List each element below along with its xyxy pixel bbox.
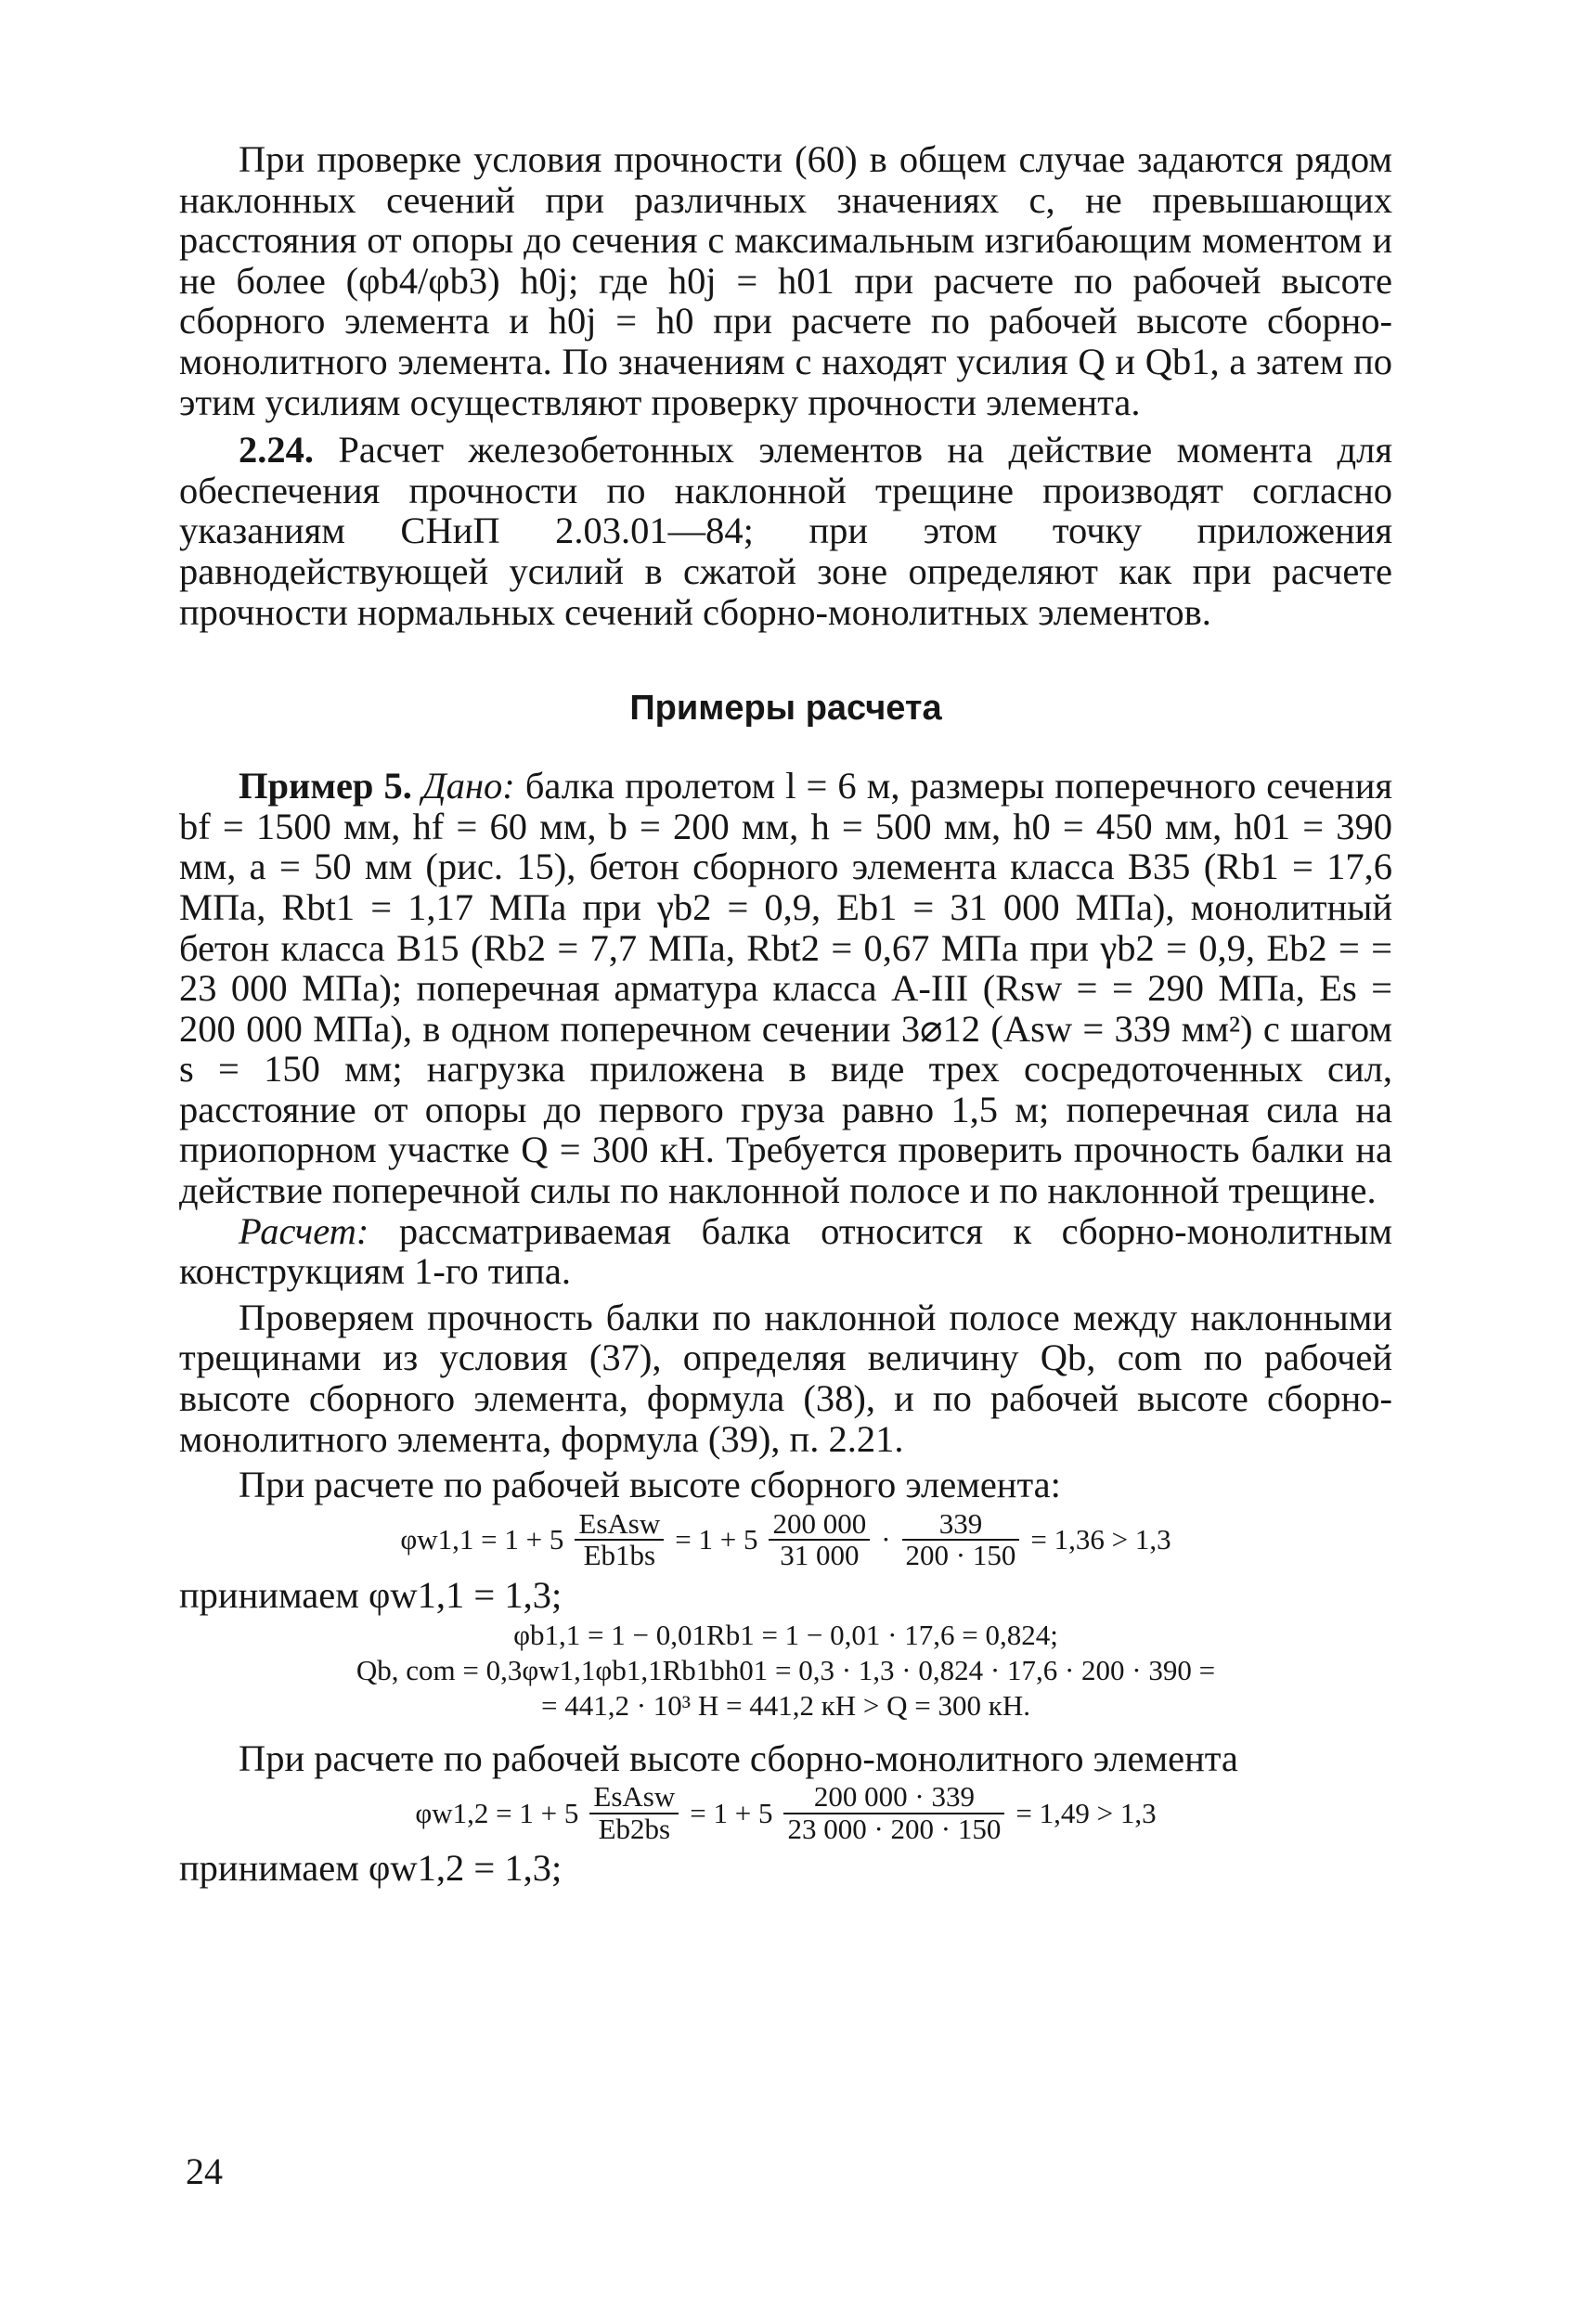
fraction-numerator: EsAsw <box>575 1509 664 1542</box>
fraction-es-asw <box>589 1782 679 1844</box>
formula-middle: = 1 + 5 <box>675 1523 758 1556</box>
section-text: Расчет железобетонных элементов на действие момента для обеспечения прочности по наклонной трещине производят согласно указаниям СНиП 2.03.01—84; при этом точку приложения равнодействующей усилий в сжатой зоне определяют как при расчете прочности нормальных сечений сборно-монолитных элементов. <box>179 429 1392 633</box>
formula-lhs: φw1,2 = 1 + 5 <box>415 1796 579 1829</box>
fraction-numerator: 339 <box>902 1509 1020 1542</box>
fraction-modulus-ratio <box>769 1506 870 1572</box>
paragraph-strength-check: При проверке условия прочности (60) в общем случае задаются рядом наклонных сечений при различных значениях c, не превышающих расстояния от опоры до сечения с максимальным изгибающим моментом и не более (φb4/φb3) h0j; где h0j = h01 при расчете по рабочей высоте сборного элемента и h0j = h0 при расчете по рабочей высоте сборно-монолитного элемента. По значениям c находят усилия Q и Qb1, а затем по этим усилиям осуществляют проверку прочности элемента. <box>179 138 1392 423</box>
fraction-es-asw <box>575 1506 664 1572</box>
paragraph-example-5 <box>179 766 1392 1211</box>
formula-phi-w12 <box>179 1782 1392 1844</box>
formula-result: = 1,49 > 1,3 <box>1015 1796 1157 1829</box>
section-heading: Примеры расчета <box>629 689 942 729</box>
formula-phi-w11 <box>179 1506 1392 1572</box>
fraction-area-ratio <box>902 1506 1020 1572</box>
fraction-values <box>783 1782 1004 1844</box>
formula-lhs: φw1,1 = 1 + 5 <box>400 1523 564 1556</box>
paragraph-prefab-height: При расчете по рабочей высоте сборного элемента: <box>239 1464 1061 1506</box>
fraction-denominator: 200 · 150 <box>905 1539 1016 1572</box>
example-label: Пример 5. <box>239 765 412 807</box>
paragraph-accept-phi-w11: принимаем φw1,1 = 1,3; <box>179 1573 563 1616</box>
paragraph-check-strip: Проверяем прочность балки по наклонной полосе между наклонными трещинами из условия (37), определяя величину Qb, com по рабочей высоте сборного элемента, формула (38), и по рабочей высоте сборно-монолитного элемента, формула (39), п. 2.21. <box>179 1296 1392 1460</box>
paragraph-accept-phi-w12: принимаем φw1,2 = 1,3; <box>179 1847 563 1890</box>
formula-qb-com-result: = 441,2 · 10³ Н = 441,2 кН > Q = 300 кН. <box>541 1688 1030 1722</box>
formula-phi-b11: φb1,1 = 1 − 0,01Rb1 = 1 − 0,01 · 17,6 = 0,824; <box>513 1618 1058 1651</box>
formula-middle: = 1 + 5 <box>690 1796 773 1829</box>
paragraph-mono-height: При расчете по рабочей высоте сборно-монолитного элемента <box>239 1737 1238 1779</box>
fraction-denominator: Eb2bs <box>598 1812 671 1845</box>
paragraph-2-24 <box>179 430 1392 632</box>
section-number: 2.24. <box>239 429 314 471</box>
formula-qb-com: Qb, com = 0,3φw1,1φb1,1Rb1bh01 = 0,3 · 1,3 · 0,824 · 17,6 · 200 · 390 = <box>356 1653 1216 1686</box>
fraction-denominator: 23 000 · 200 · 150 <box>787 1812 1002 1845</box>
calculation-text: рассматриваемая балка относится к сборно-монолитным конструкциям 1-го типа. <box>179 1209 1392 1293</box>
fraction-numerator: EsAsw <box>589 1782 679 1814</box>
paragraph-calculation <box>179 1211 1392 1292</box>
fraction-denominator: 31 000 <box>780 1539 860 1572</box>
formula-result: = 1,36 > 1,3 <box>1030 1523 1171 1556</box>
fraction-denominator: Eb1bs <box>583 1539 656 1572</box>
fraction-numerator: 200 000 · 339 <box>783 1782 1004 1814</box>
page-number: 24 <box>186 2150 223 2192</box>
example-text: балка пролетом l = 6 м, размеры поперечного сечения bf = 1500 мм, hf = 60 мм, b = 200 мм, h = 500 мм, h0 = 450 мм, h01 = 390 мм, a = 50 мм (рис. 15), бетон сборного элемента класса B35 (Rb1 = 17,6 МПа, Rbt1 = 1,17 МПа при γb2 = 0,9, Eb1 = 31 000 МПа), монолитный бетон класса B15 (Rb2 = 7,7 МПа, Rbt2 = 0,67 МПа при γb2 = 0,9, Eb2 = = 23 000 МПа); поперечная арматура класса A-III (Rsw = = 290 МПа, Es = 200 000 МПа), в одном поперечном сечении 3⌀12 (Asw = 339 мм²) с шагом s = 150 мм; нагрузка приложена в виде трех сосредоточенных сил, расстояние от опоры до первого груза равно 1,5 м; поперечная сила на приопорном участке Q = 300 кН. Требуется проверить прочность балки на действие поперечной силы по наклонной полосе и по наклонной трещине. <box>179 765 1392 1212</box>
given-label: Дано: <box>411 765 515 807</box>
multiplication-dot: · <box>881 1523 891 1556</box>
fraction-numerator: 200 000 <box>769 1509 870 1542</box>
calculation-label: Расчет: <box>239 1209 369 1252</box>
